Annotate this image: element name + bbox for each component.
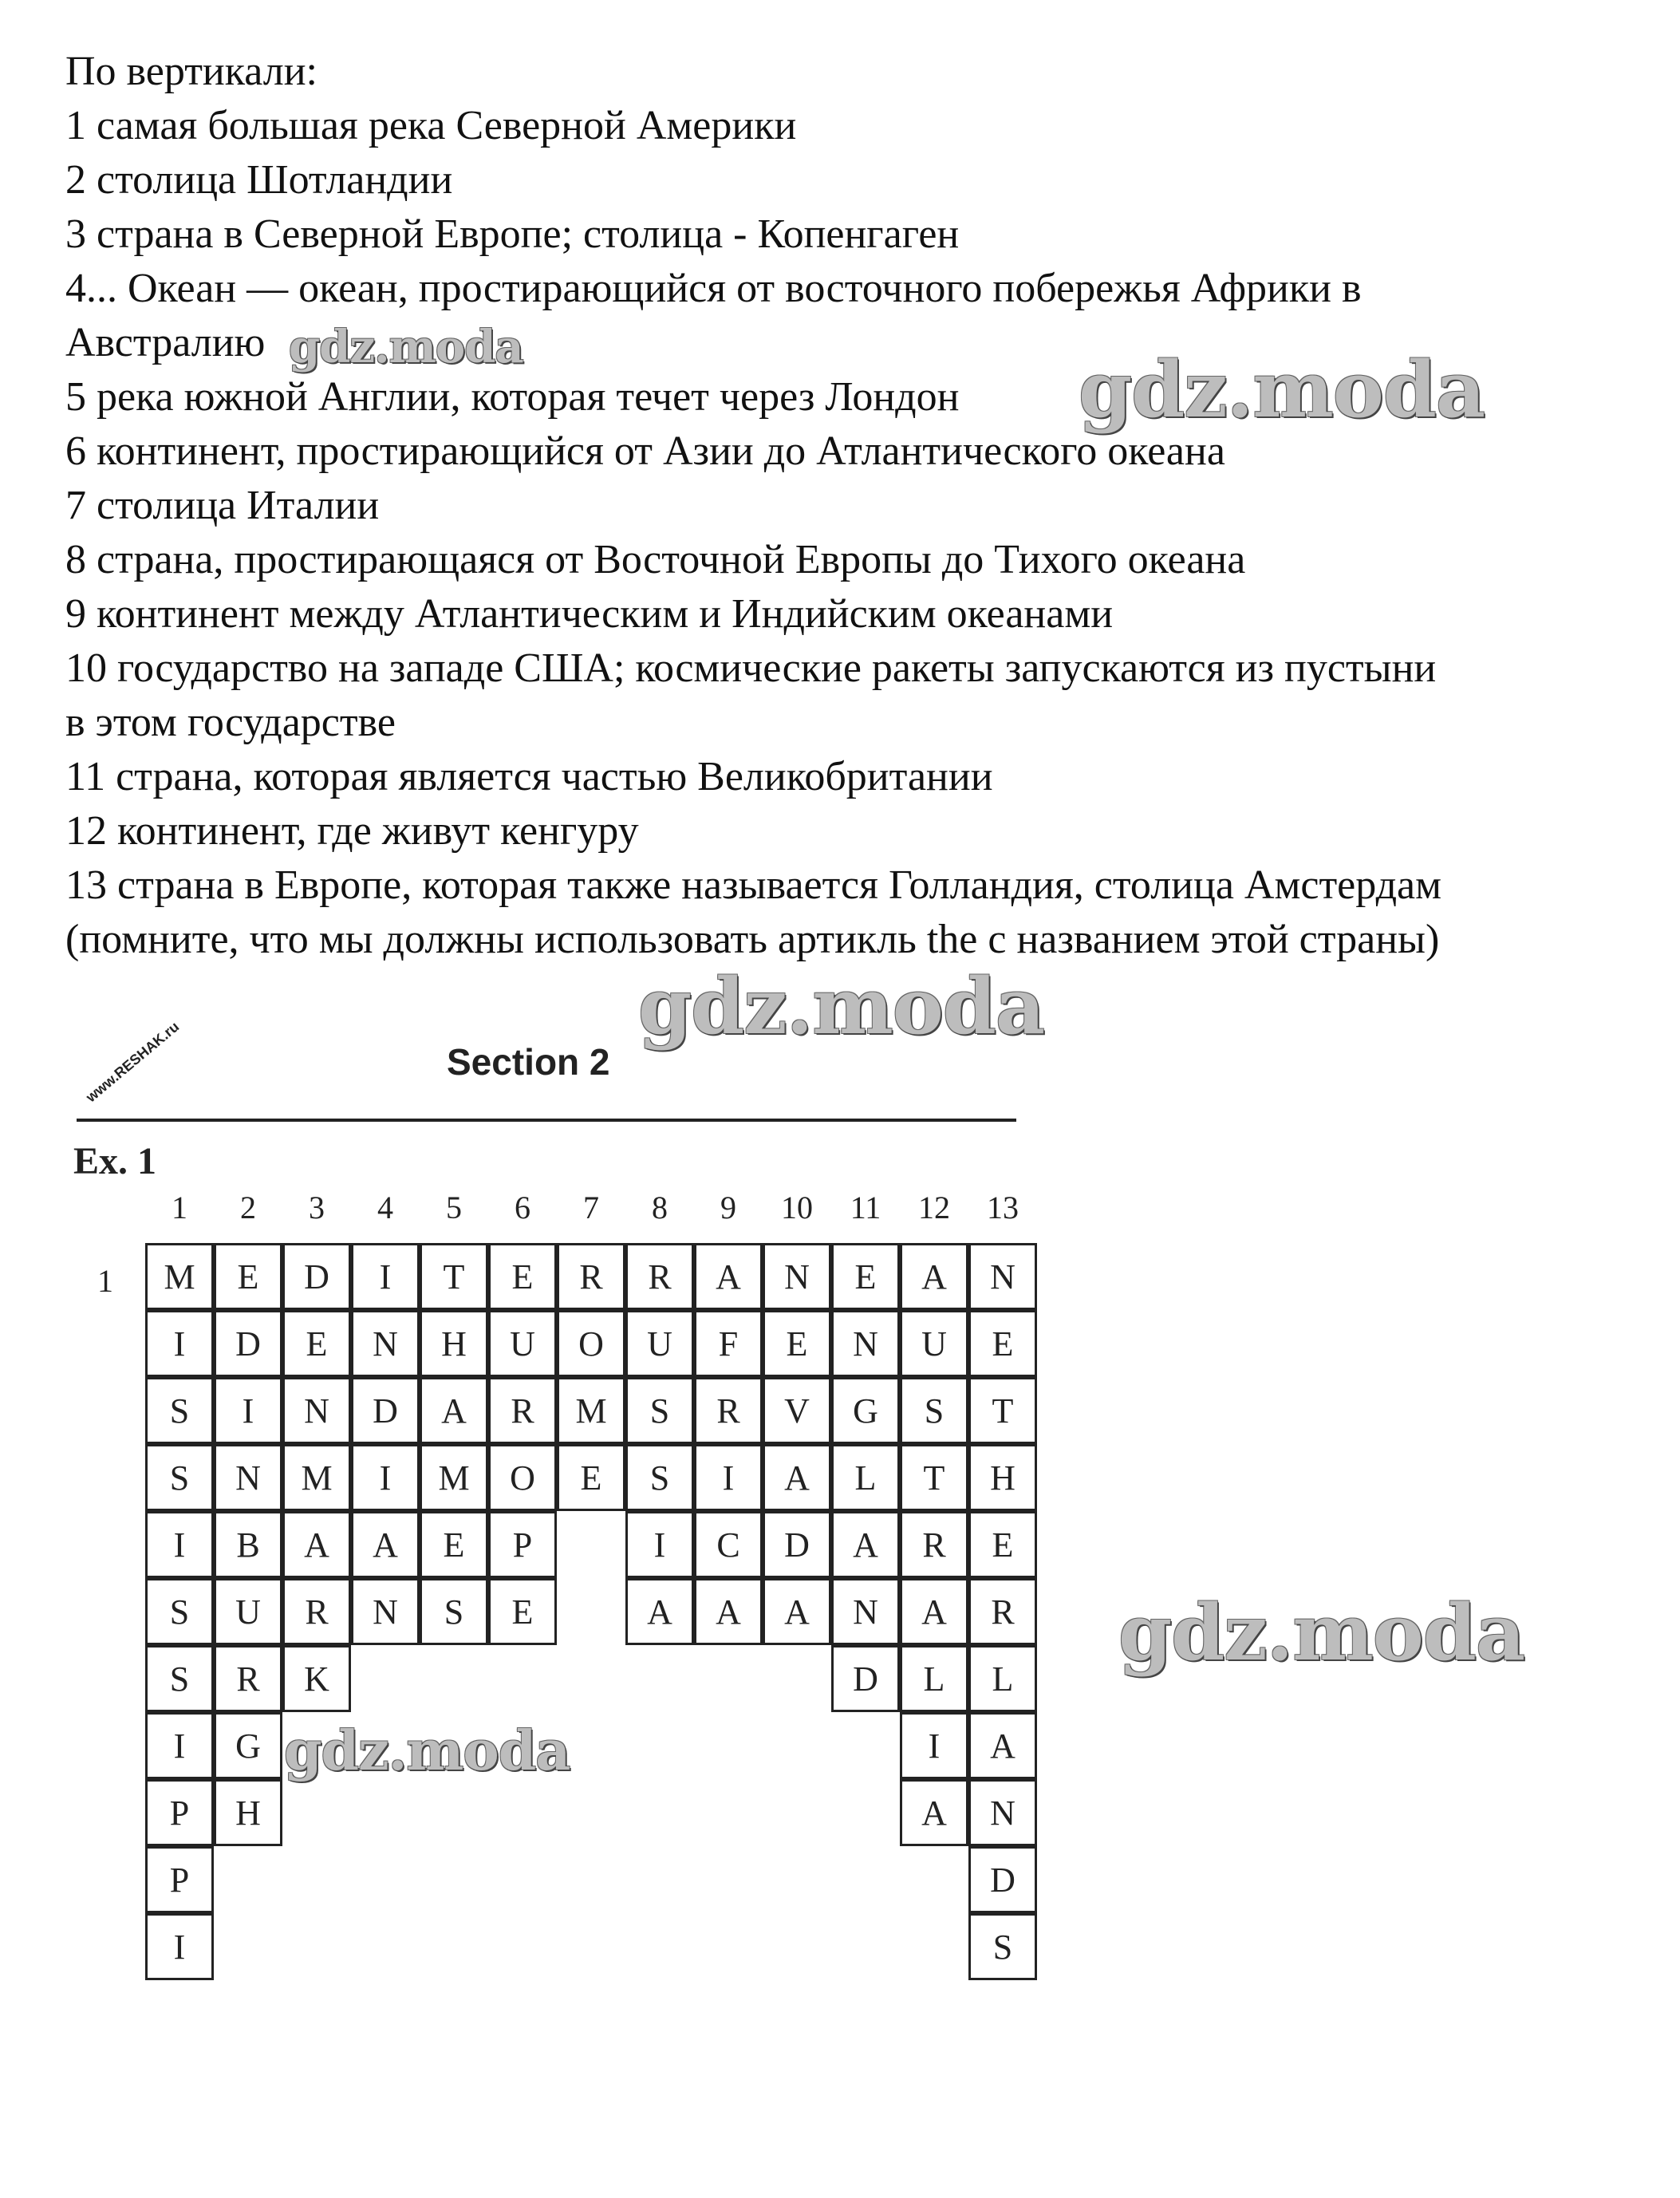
crossword-cell: N <box>351 1310 420 1377</box>
crossword-column-number: 5 <box>446 1190 462 1225</box>
clue-line: 13 страна в Европе, которая также называется Голландия, столица Амстердам <box>65 862 1442 908</box>
watermark: gdz.moda <box>284 1719 570 1783</box>
crossword-cell: N <box>968 1779 1037 1846</box>
crossword-cell: U <box>214 1578 282 1645</box>
crossword-cell: M <box>420 1444 488 1511</box>
crossword-cell: H <box>214 1779 282 1846</box>
crossword-cell: P <box>145 1846 214 1913</box>
crossword-cell: N <box>831 1578 900 1645</box>
crossword-cell: A <box>420 1377 488 1444</box>
crossword-cell: S <box>420 1578 488 1645</box>
watermark: gdz.moda <box>638 961 1045 1052</box>
crossword-column-number: 9 <box>720 1190 736 1225</box>
crossword-column-number: 4 <box>377 1190 393 1225</box>
clue-line: 8 страна, простирающаяся от Восточной Европы до Тихого океана <box>65 537 1246 582</box>
crossword-cell: G <box>831 1377 900 1444</box>
crossword-cell: S <box>145 1377 214 1444</box>
crossword-cell: A <box>900 1243 968 1310</box>
crossword-cell: N <box>831 1310 900 1377</box>
crossword-cell: E <box>968 1511 1037 1578</box>
crossword-row-number: 1 <box>97 1263 113 1299</box>
crossword-cell: A <box>763 1444 831 1511</box>
site-tag: www.RESHAK.ru <box>83 1018 183 1106</box>
crossword-cell: L <box>968 1645 1037 1712</box>
crossword-cell: R <box>625 1243 694 1310</box>
crossword-cell: N <box>351 1578 420 1645</box>
crossword-cell: O <box>557 1310 625 1377</box>
crossword-cell: E <box>831 1243 900 1310</box>
crossword-cell: A <box>763 1578 831 1645</box>
crossword-cell: M <box>282 1444 351 1511</box>
clue-line: в этом государстве <box>65 700 396 745</box>
crossword-cell: E <box>214 1243 282 1310</box>
crossword-cell: H <box>420 1310 488 1377</box>
crossword-cell: V <box>763 1377 831 1444</box>
crossword-cell: S <box>968 1913 1037 1980</box>
crossword-cell: N <box>214 1444 282 1511</box>
crossword-cell: D <box>831 1645 900 1712</box>
clue-line: 2 столица Шотландии <box>65 157 453 203</box>
clue-line: 10 государство на западе США; космические ракеты запускаются из пустыни <box>65 645 1437 691</box>
crossword-column-number: 1 <box>172 1190 187 1225</box>
crossword-column-number: 13 <box>987 1190 1019 1225</box>
crossword-cell: E <box>282 1310 351 1377</box>
crossword-column-number: 10 <box>781 1190 813 1225</box>
crossword-cell: T <box>420 1243 488 1310</box>
crossword-cell: H <box>968 1444 1037 1511</box>
crossword-cell: I <box>145 1913 214 1980</box>
crossword-cell: N <box>763 1243 831 1310</box>
clue-line: 6 континент, простирающийся от Азии до Атлантического океана <box>65 428 1225 474</box>
crossword-cell: E <box>557 1444 625 1511</box>
crossword-cell: S <box>145 1578 214 1645</box>
crossword-cell: D <box>968 1846 1037 1913</box>
crossword-column-number: 2 <box>240 1190 256 1225</box>
clue-line: Австралию <box>65 320 266 365</box>
crossword-cell: A <box>282 1511 351 1578</box>
clue-line: 9 континент между Атлантическим и Индийским океанами <box>65 591 1114 637</box>
crossword-cell: K <box>282 1645 351 1712</box>
crossword-cell: U <box>900 1310 968 1377</box>
crossword-cell: G <box>214 1712 282 1779</box>
clue-line: 7 столица Италии <box>65 483 380 528</box>
crossword-cell: O <box>488 1444 557 1511</box>
section-title: Section 2 <box>447 1041 610 1083</box>
crossword-cell: E <box>763 1310 831 1377</box>
section-divider <box>77 1119 1016 1122</box>
crossword-cell: A <box>625 1578 694 1645</box>
crossword-cell: R <box>557 1243 625 1310</box>
crossword-column-number: 8 <box>652 1190 668 1225</box>
watermark: gdz.moda <box>1118 1588 1525 1678</box>
clue-line: 5 река южной Англии, которая течет через Лондон <box>65 374 960 420</box>
crossword-cell: A <box>694 1243 763 1310</box>
clue-line: (помните, что мы должны использовать артикль the с названием этой страны) <box>65 917 1440 962</box>
crossword-column-number: 12 <box>918 1190 950 1225</box>
clues-block <box>65 45 1653 967</box>
crossword-cell: A <box>968 1712 1037 1779</box>
crossword-cell: S <box>145 1645 214 1712</box>
crossword-cell: U <box>488 1310 557 1377</box>
crossword-column-number: 3 <box>309 1190 325 1225</box>
crossword-cell: P <box>488 1511 557 1578</box>
clue-line: 12 континент, где живут кенгуру <box>65 808 639 854</box>
crossword-cell: E <box>968 1310 1037 1377</box>
crossword-column-number: 11 <box>850 1190 881 1225</box>
crossword-cell: I <box>351 1243 420 1310</box>
crossword-cell: A <box>900 1578 968 1645</box>
crossword-cell: U <box>625 1310 694 1377</box>
crossword-cell: A <box>831 1511 900 1578</box>
crossword-column-number: 7 <box>583 1190 599 1225</box>
crossword-cell: T <box>968 1377 1037 1444</box>
crossword-cell: I <box>900 1712 968 1779</box>
crossword-cell: E <box>488 1243 557 1310</box>
crossword-cell: R <box>900 1511 968 1578</box>
crossword-cell: T <box>900 1444 968 1511</box>
clue-line: 1 самая большая река Северной Америки <box>65 103 797 148</box>
crossword-cell: I <box>625 1511 694 1578</box>
crossword-cell: N <box>282 1377 351 1444</box>
watermark: gdz.moda <box>1079 345 1485 435</box>
crossword-cell: F <box>694 1310 763 1377</box>
clues-heading: По вертикали: <box>65 49 317 94</box>
crossword-cell: I <box>145 1712 214 1779</box>
crossword-cell: R <box>488 1377 557 1444</box>
watermark: gdz.moda <box>289 321 523 373</box>
crossword-cell: E <box>420 1511 488 1578</box>
crossword-cell: D <box>763 1511 831 1578</box>
crossword-cell: C <box>694 1511 763 1578</box>
crossword-column-number: 6 <box>515 1190 530 1225</box>
crossword-cell: R <box>694 1377 763 1444</box>
clue-line: 4... Океан — океан, простирающийся от восточного побережья Африки в <box>65 266 1362 311</box>
clue-line: 11 страна, которая является частью Великобритании <box>65 754 993 799</box>
crossword-cell: A <box>694 1578 763 1645</box>
crossword-cell: R <box>214 1645 282 1712</box>
crossword-cell: I <box>145 1511 214 1578</box>
crossword-cell: M <box>145 1243 214 1310</box>
clue-line: 3 страна в Северной Европе; столица - Копенгаген <box>65 211 960 257</box>
crossword-cell: I <box>694 1444 763 1511</box>
crossword-cell: S <box>625 1444 694 1511</box>
crossword-cell: E <box>488 1578 557 1645</box>
crossword-cell: D <box>214 1310 282 1377</box>
crossword-cell: S <box>625 1377 694 1444</box>
crossword-cell: S <box>145 1444 214 1511</box>
crossword-cell: B <box>214 1511 282 1578</box>
crossword-cell: L <box>831 1444 900 1511</box>
crossword-cell: A <box>351 1511 420 1578</box>
crossword-cell: S <box>900 1377 968 1444</box>
crossword-cell: R <box>282 1578 351 1645</box>
crossword-cell: P <box>145 1779 214 1846</box>
crossword-cell: N <box>968 1243 1037 1310</box>
crossword-cell: I <box>351 1444 420 1511</box>
crossword-cell: I <box>145 1310 214 1377</box>
crossword-cell: R <box>968 1578 1037 1645</box>
crossword-cell: D <box>351 1377 420 1444</box>
crossword-cell: M <box>557 1377 625 1444</box>
exercise-label: Ex. 1 <box>73 1140 157 1182</box>
crossword-cell: L <box>900 1645 968 1712</box>
crossword-cell: D <box>282 1243 351 1310</box>
crossword-cell: I <box>214 1377 282 1444</box>
crossword-cell: A <box>900 1779 968 1846</box>
